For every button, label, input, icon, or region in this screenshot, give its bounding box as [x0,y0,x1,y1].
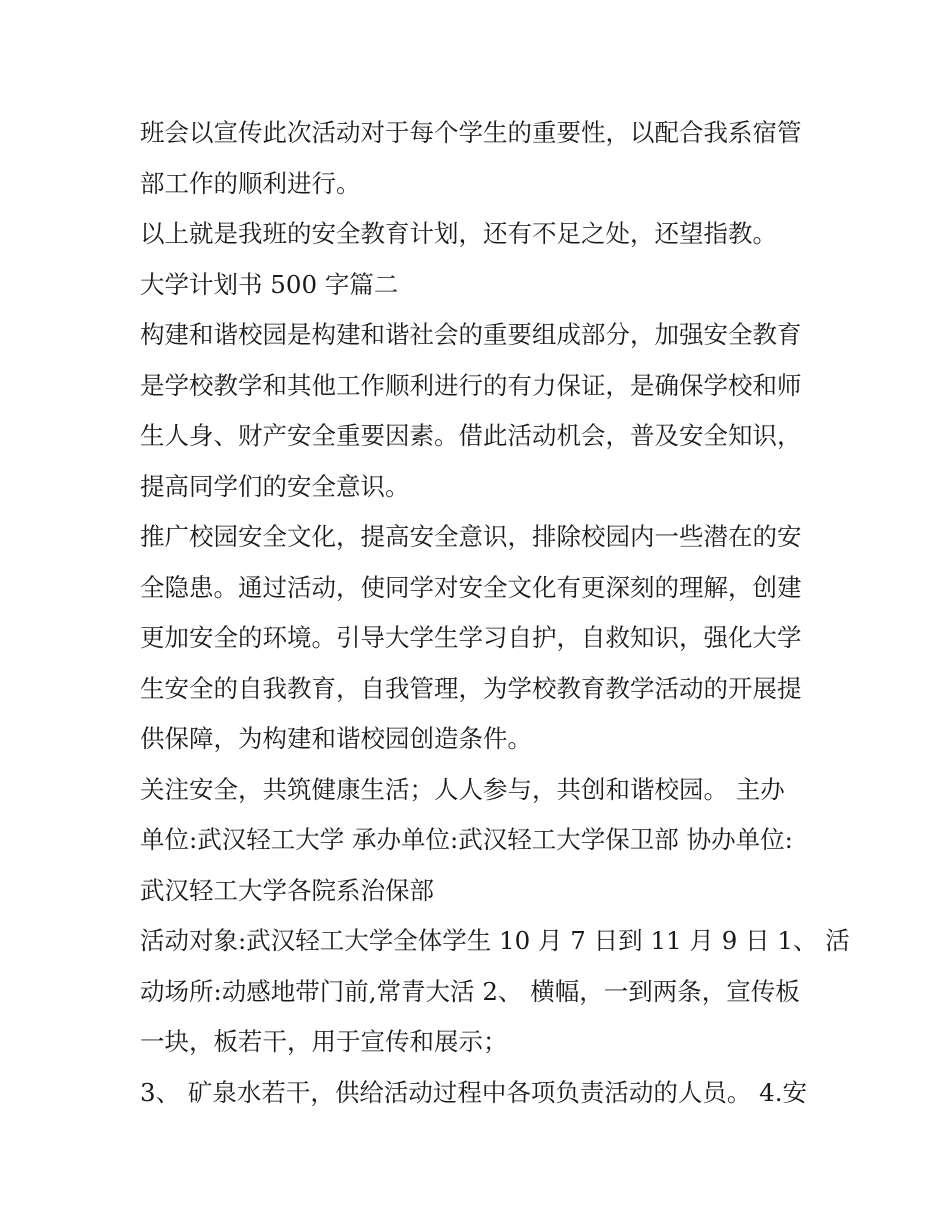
paragraph-activity-details [140,916,850,1068]
text-line: 推广校园安全文化，提高安全意识，排除校园内一些潜在的安 [140,522,802,551]
text-line: 以上就是我班的安全教育计划，还有不足之处，还望指教。 [140,219,777,248]
text-line: 武汉轻工大学各院系治保部 [140,875,434,905]
text-line: 生人身、财产安全重要因素。借此活动机会，普及安全知识， [140,421,802,450]
text-line: 全隐患。通过活动，使同学对安全文化有更深刻的理解，创建 [140,572,802,602]
text-line: 提高同学们的安全意识。 [140,471,410,501]
heading-text: 大学计划书 500 字篇二 [140,269,399,299]
paragraph-safety-culture [140,512,820,765]
text-line: 关注安全，共筑健康生活；人人参与，共创和谐校园。 主办 [140,774,785,804]
text-line: 更加安全的环境。引导大学生学习自护，自救知识，强化大学 [140,623,802,652]
text-line: 动场所:动感地带门前,常青大活 2、 横幅，一到两条，宣传板 [140,976,800,1006]
paragraph-supplies [140,1068,820,1119]
paragraph-harmonious-campus [140,310,820,512]
text-line: 是学校教学和其他工作顺利进行的有力保证，是确保学校和师 [140,370,802,400]
section-heading [140,260,820,311]
text-line: 部工作的顺利进行。 [140,168,361,198]
text-line: 3、 矿泉水若干，供给活动过程中各项负责活动的人员。 4.安 [140,1077,808,1107]
paragraph-class-meeting [140,108,820,209]
text-line: 构建和谐校园是构建和谐社会的重要组成部分，加强安全教育 [140,320,802,349]
paragraph-organizers [140,765,820,917]
text-line: 班会以宣传此次活动对于每个学生的重要性，以配合我系宿管 [140,118,802,147]
text-line: 一块，板若干，用于宣传和展示； [140,1027,508,1056]
text-line: 单位:武汉轻工大学 承办单位:武汉轻工大学保卫部 协办单位: [140,825,793,854]
document-body [140,108,850,1118]
text-line: 供保障，为构建和谐校园创造条件。 [140,724,532,753]
text-line: 活动对象:武汉轻工大学全体学生 10 月 7 日到 11 月 9 日 1、 活 [140,926,850,955]
paragraph-closing-remark [140,209,820,260]
text-line: 生安全的自我教育，自我管理，为学校教育教学活动的开展提 [140,673,802,703]
